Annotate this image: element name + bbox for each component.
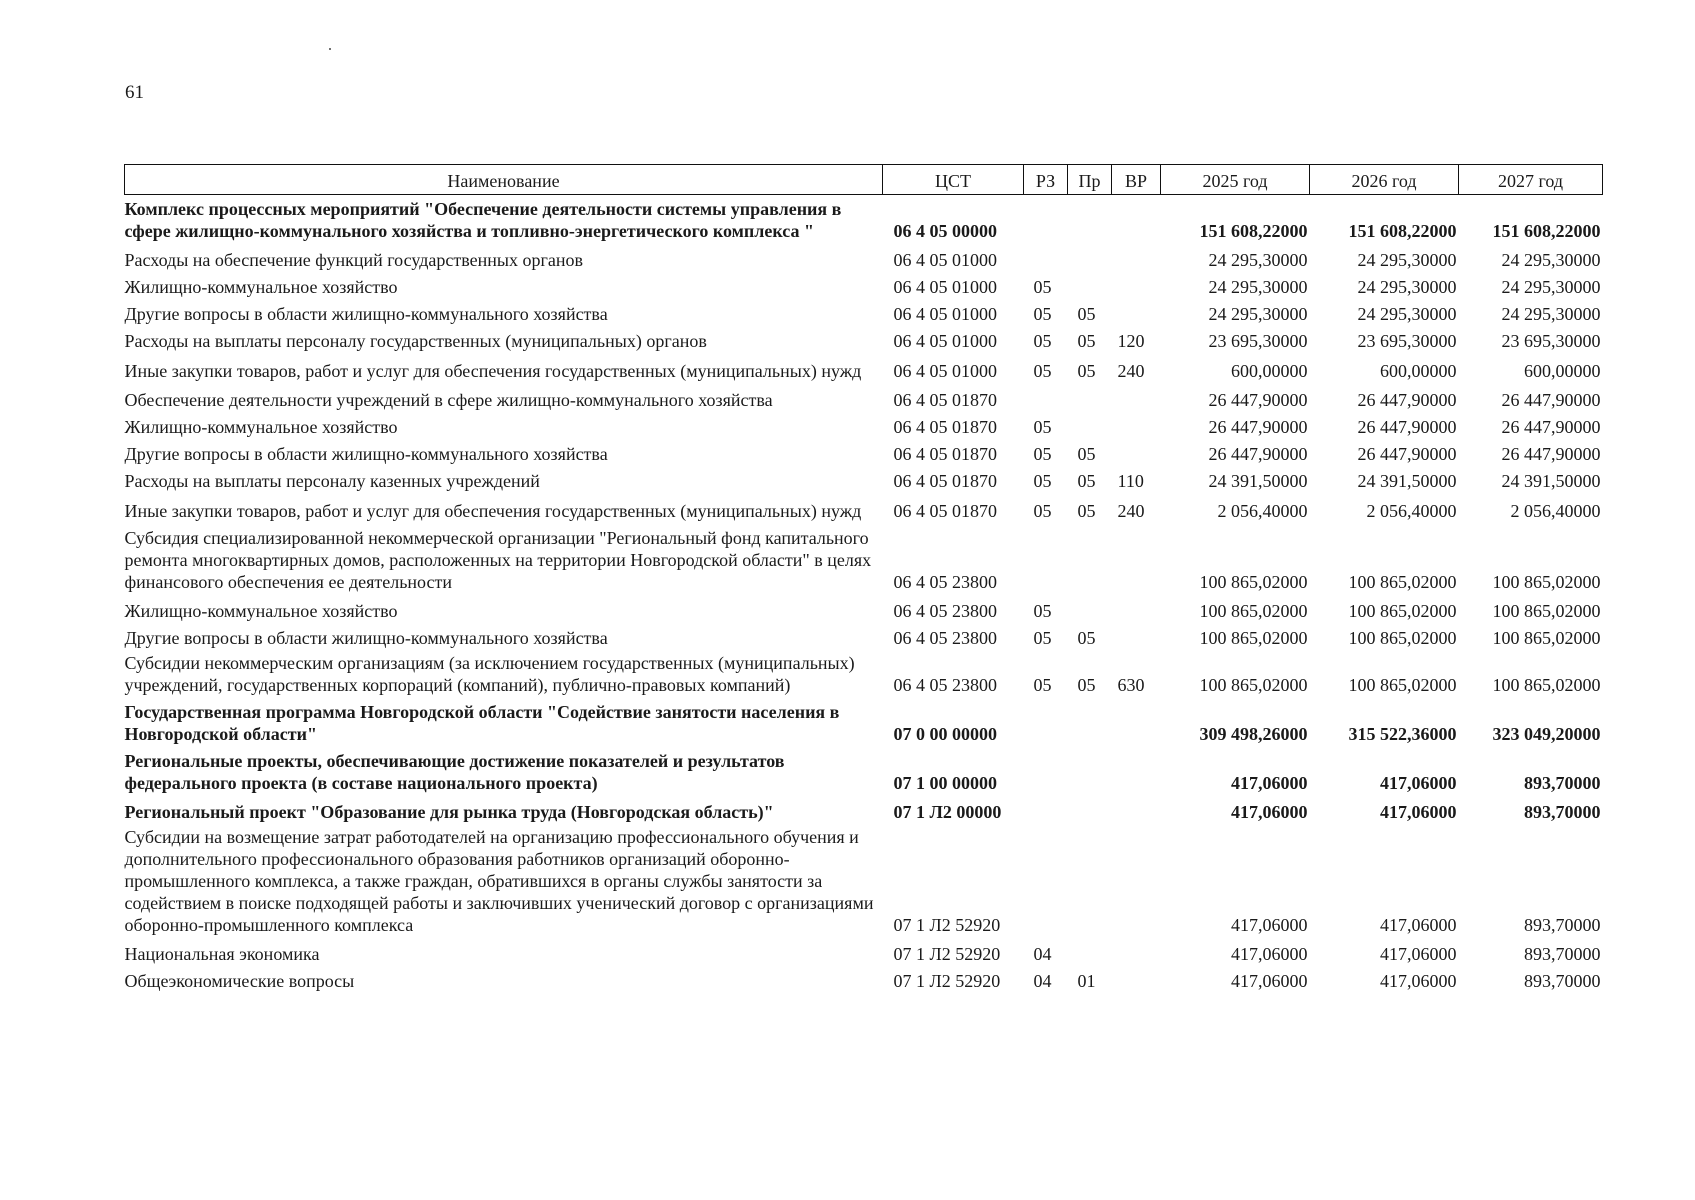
row-2027-cell: 893,70000 — [1524, 915, 1601, 935]
table-row — [125, 244, 1603, 271]
row-2025-cell: 2 056,40000 — [1217, 501, 1308, 521]
row-cst-cell: 06 4 05 23800 — [893, 675, 997, 695]
row-cst-cell: 06 4 05 01000 — [893, 304, 997, 324]
row-2025-cell: 26 447,90000 — [1208, 417, 1308, 437]
row-vr-cell — [1112, 698, 1161, 747]
row-2027-cell: 26 447,90000 — [1501, 444, 1601, 464]
table-row — [125, 465, 1603, 492]
row-pr-cell — [1068, 595, 1112, 622]
row-pr-cell — [1068, 938, 1112, 965]
row-name-cell: Общеэкономические вопросы — [124, 971, 355, 991]
row-vr-cell: 110 — [1117, 471, 1144, 491]
row-2025-cell: 24 295,30000 — [1208, 250, 1308, 270]
row-cst-cell: 07 1 Л2 52920 — [893, 915, 1001, 935]
row-2027-cell: 24 295,30000 — [1501, 304, 1601, 324]
table-row — [125, 747, 1603, 796]
row-2025-cell: 417,06000 — [1231, 802, 1308, 822]
table-row — [125, 384, 1603, 411]
table-row — [125, 492, 1603, 524]
row-rz-cell: 05 — [1033, 444, 1052, 464]
row-pr-cell: 05 — [1077, 628, 1096, 648]
row-2026-cell: 600,00000 — [1380, 361, 1457, 381]
table-row — [125, 649, 1603, 698]
row-2026-cell: 26 447,90000 — [1357, 444, 1457, 464]
row-2025-cell: 417,06000 — [1231, 773, 1308, 793]
row-2025-cell: 23 695,30000 — [1208, 331, 1308, 351]
row-pr-cell — [1068, 747, 1112, 796]
row-2025-cell: 26 447,90000 — [1208, 390, 1308, 410]
row-2026-cell: 417,06000 — [1380, 915, 1457, 935]
row-2025-cell: 309 498,26000 — [1199, 724, 1308, 744]
row-2025-cell: 24 295,30000 — [1208, 277, 1308, 297]
row-vr-cell: 240 — [1117, 501, 1145, 521]
row-rz-cell: 04 — [1033, 971, 1052, 991]
row-name-cell: Иные закупки товаров, работ и услуг для обеспечения государственных (муниципальных) нужд — [124, 501, 862, 521]
row-pr-cell — [1068, 796, 1112, 823]
row-vr-cell — [1112, 195, 1161, 245]
row-rz-cell: 05 — [1033, 628, 1052, 648]
scan-speck — [329, 48, 331, 50]
row-rz-cell — [1024, 698, 1068, 747]
row-cst-cell: 06 4 05 01000 — [893, 331, 997, 351]
table-row — [125, 271, 1603, 298]
row-rz-cell: 05 — [1033, 361, 1052, 381]
row-2026-cell: 24 295,30000 — [1357, 250, 1457, 270]
row-2027-cell: 2 056,40000 — [1510, 501, 1601, 521]
row-2026-cell: 100 865,02000 — [1348, 601, 1457, 621]
table-row — [125, 965, 1603, 992]
table-body — [125, 195, 1603, 993]
row-cst-cell: 06 4 05 23800 — [893, 572, 997, 592]
row-pr-cell: 05 — [1077, 675, 1096, 695]
col-header-pr: Пр — [1068, 165, 1112, 195]
row-rz-cell: 05 — [1033, 331, 1052, 351]
row-2025-cell: 26 447,90000 — [1208, 444, 1308, 464]
row-rz-cell: 05 — [1033, 471, 1052, 491]
row-vr-cell — [1112, 622, 1161, 649]
row-vr-cell — [1112, 438, 1161, 465]
table-row — [125, 622, 1603, 649]
row-2027-cell: 151 608,22000 — [1492, 221, 1601, 241]
row-cst-cell: 06 4 05 23800 — [893, 628, 997, 648]
row-vr-cell: 120 — [1117, 331, 1145, 351]
row-rz-cell — [1024, 384, 1068, 411]
row-pr-cell — [1068, 271, 1112, 298]
row-2025-cell: 100 865,02000 — [1199, 628, 1308, 648]
row-2025-cell: 100 865,02000 — [1199, 601, 1308, 621]
row-2027-cell: 26 447,90000 — [1501, 417, 1601, 437]
row-2025-cell: 100 865,02000 — [1199, 572, 1308, 592]
row-cst-cell: 06 4 05 01000 — [893, 361, 997, 381]
row-2026-cell: 100 865,02000 — [1348, 572, 1457, 592]
row-vr-cell — [1112, 965, 1161, 992]
row-2027-cell: 100 865,02000 — [1492, 628, 1601, 648]
row-vr-cell: 630 — [1117, 675, 1145, 695]
col-header-vr: ВР — [1112, 165, 1161, 195]
row-name-cell: Жилищно-коммунальное хозяйство — [124, 601, 398, 621]
row-name-cell: Субсидия специализированной некоммерческой организации "Региональный фонд капитального ремонта многоквартирных домов, расположенных на территории Новгородской области" в целях финансового обеспечения ее деятельности — [124, 528, 872, 592]
row-pr-cell — [1068, 411, 1112, 438]
row-cst-cell: 06 4 05 01000 — [893, 277, 997, 297]
table-row — [125, 595, 1603, 622]
row-2026-cell: 26 447,90000 — [1357, 417, 1457, 437]
row-name-cell: Иные закупки товаров, работ и услуг для обеспечения государственных (муниципальных) нужд — [124, 361, 862, 381]
table-row — [125, 352, 1603, 384]
row-2026-cell: 315 522,36000 — [1348, 724, 1457, 744]
row-rz-cell: 05 — [1033, 304, 1052, 324]
row-2027-cell: 100 865,02000 — [1492, 675, 1601, 695]
row-2026-cell: 24 391,50000 — [1357, 471, 1457, 491]
col-header-cst: ЦСТ — [883, 165, 1024, 195]
table-row — [125, 938, 1603, 965]
row-rz-cell — [1024, 195, 1068, 245]
row-name-cell: Национальная экономика — [124, 944, 320, 964]
row-2027-cell: 323 049,20000 — [1492, 724, 1601, 744]
table-row — [125, 524, 1603, 595]
row-2027-cell: 24 391,50000 — [1501, 471, 1601, 491]
row-pr-cell: 05 — [1077, 304, 1096, 324]
col-header-2025: 2025 год — [1161, 165, 1310, 195]
row-cst-cell: 06 4 05 01870 — [893, 390, 997, 410]
row-cst-cell: 06 4 05 01870 — [893, 471, 997, 491]
row-2027-cell: 100 865,02000 — [1492, 601, 1601, 621]
row-2025-cell: 600,00000 — [1231, 361, 1308, 381]
row-rz-cell: 05 — [1033, 601, 1052, 621]
row-name-cell: Расходы на выплаты персоналу государственных (муниципальных) органов — [124, 331, 707, 351]
row-2027-cell: 100 865,02000 — [1492, 572, 1601, 592]
row-rz-cell — [1024, 244, 1068, 271]
row-rz-cell: 05 — [1033, 501, 1052, 521]
row-pr-cell: 05 — [1077, 471, 1096, 491]
row-2026-cell: 151 608,22000 — [1348, 221, 1457, 241]
row-2026-cell: 23 695,30000 — [1357, 331, 1457, 351]
row-pr-cell: 05 — [1077, 444, 1096, 464]
row-rz-cell — [1024, 524, 1068, 595]
row-name-cell: Субсидии на возмещение затрат работодателей на организацию профессионального обучения и дополнительного профессионального образования работников организаций оборонно-промышленного комплекса, а также граждан, обратившихся в органы службы занятости за содействием в поиске подходящей работы и заключивших ученический договор с организациями оборонно-промышленного комплекса — [124, 827, 874, 935]
col-header-2026: 2026 год — [1310, 165, 1459, 195]
row-2025-cell: 417,06000 — [1231, 915, 1308, 935]
row-2026-cell: 100 865,02000 — [1348, 675, 1457, 695]
row-rz-cell — [1024, 823, 1068, 938]
row-cst-cell: 07 1 Л2 00000 — [893, 802, 1002, 822]
row-2027-cell: 893,70000 — [1524, 944, 1601, 964]
row-2027-cell: 26 447,90000 — [1501, 390, 1601, 410]
row-2027-cell: 23 695,30000 — [1501, 331, 1601, 351]
table-row — [125, 411, 1603, 438]
row-2027-cell: 893,70000 — [1524, 971, 1601, 991]
row-name-cell: Субсидии некоммерческим организациям (за исключением государственных (муниципальных) учреждений, государственных корпораций (компаний), публично-правовых компаний) — [124, 653, 855, 695]
row-2026-cell: 100 865,02000 — [1348, 628, 1457, 648]
row-name-cell: Другие вопросы в области жилищно-коммунального хозяйства — [124, 628, 608, 648]
row-cst-cell: 07 0 00 00000 — [893, 724, 997, 744]
row-pr-cell — [1068, 823, 1112, 938]
row-name-cell: Жилищно-коммунальное хозяйство — [124, 277, 398, 297]
row-name-cell: Региональный проект "Образование для рынка труда (Новгородская область)" — [124, 802, 774, 822]
row-2025-cell: 417,06000 — [1231, 971, 1308, 991]
row-2025-cell: 151 608,22000 — [1199, 221, 1308, 241]
row-rz-cell — [1024, 796, 1068, 823]
row-vr-cell — [1112, 524, 1161, 595]
row-cst-cell: 06 4 05 01000 — [893, 250, 997, 270]
row-vr-cell — [1112, 796, 1161, 823]
row-2026-cell: 417,06000 — [1380, 802, 1457, 822]
row-2026-cell: 417,06000 — [1380, 971, 1457, 991]
header-row — [125, 165, 1603, 195]
table-row — [125, 325, 1603, 352]
row-name-cell: Обеспечение деятельности учреждений в сфере жилищно-коммунального хозяйства — [124, 390, 773, 410]
row-2027-cell: 893,70000 — [1524, 773, 1601, 793]
row-rz-cell: 05 — [1033, 417, 1052, 437]
col-header-rz: РЗ — [1024, 165, 1068, 195]
table-row — [125, 298, 1603, 325]
row-2025-cell: 24 391,50000 — [1208, 471, 1308, 491]
row-rz-cell: 05 — [1033, 675, 1052, 695]
row-2026-cell: 26 447,90000 — [1357, 390, 1457, 410]
row-cst-cell: 06 4 05 01870 — [893, 417, 997, 437]
row-pr-cell: 05 — [1077, 331, 1096, 351]
row-vr-cell — [1112, 298, 1161, 325]
row-2027-cell: 24 295,30000 — [1501, 277, 1601, 297]
row-cst-cell: 06 4 05 01870 — [893, 501, 997, 521]
page-number: 61 — [125, 82, 144, 103]
row-cst-cell: 06 4 05 23800 — [893, 601, 997, 621]
table-row — [125, 438, 1603, 465]
row-name-cell: Комплекс процессных мероприятий "Обеспечение деятельности системы управления в сфере жилищно-коммунального хозяйства и топливно-энергетического комплекса " — [124, 199, 842, 241]
row-name-cell: Другие вопросы в области жилищно-коммунального хозяйства — [124, 304, 608, 324]
row-pr-cell — [1068, 698, 1112, 747]
row-2025-cell: 417,06000 — [1231, 944, 1308, 964]
row-vr-cell — [1112, 938, 1161, 965]
row-name-cell: Расходы на обеспечение функций государственных органов — [124, 250, 583, 270]
row-pr-cell — [1068, 384, 1112, 411]
row-rz-cell: 04 — [1033, 944, 1052, 964]
row-vr-cell — [1112, 747, 1161, 796]
row-pr-cell: 05 — [1077, 501, 1096, 521]
row-cst-cell: 06 4 05 01870 — [893, 444, 997, 464]
row-pr-cell: 01 — [1077, 971, 1096, 991]
row-pr-cell: 05 — [1077, 361, 1096, 381]
row-name-cell: Другие вопросы в области жилищно-коммунального хозяйства — [124, 444, 608, 464]
budget-table — [124, 164, 1603, 992]
row-vr-cell — [1112, 271, 1161, 298]
table-row — [125, 195, 1603, 245]
row-name-cell: Жилищно-коммунальное хозяйство — [124, 417, 398, 437]
row-vr-cell: 240 — [1117, 361, 1145, 381]
table-row — [125, 698, 1603, 747]
row-vr-cell — [1112, 244, 1161, 271]
row-pr-cell — [1068, 524, 1112, 595]
row-rz-cell: 05 — [1033, 277, 1052, 297]
row-cst-cell: 07 1 00 00000 — [893, 773, 997, 793]
row-2026-cell: 2 056,40000 — [1366, 501, 1457, 521]
row-pr-cell — [1068, 195, 1112, 245]
row-2026-cell: 24 295,30000 — [1357, 277, 1457, 297]
table-row — [125, 796, 1603, 823]
row-cst-cell: 07 1 Л2 52920 — [893, 971, 1001, 991]
col-header-name: Наименование — [125, 165, 883, 195]
row-vr-cell — [1112, 411, 1161, 438]
row-rz-cell — [1024, 747, 1068, 796]
row-2026-cell: 417,06000 — [1380, 944, 1457, 964]
row-cst-cell: 07 1 Л2 52920 — [893, 944, 1001, 964]
row-2026-cell: 417,06000 — [1380, 773, 1457, 793]
row-2026-cell: 24 295,30000 — [1357, 304, 1457, 324]
row-vr-cell — [1112, 823, 1161, 938]
row-pr-cell — [1068, 244, 1112, 271]
col-header-2027: 2027 год — [1459, 165, 1603, 195]
row-2027-cell: 600,00000 — [1524, 361, 1601, 381]
row-name-cell: Государственная программа Новгородской области "Содействие занятости населения в Новгородской области" — [124, 702, 840, 744]
row-2025-cell: 24 295,30000 — [1208, 304, 1308, 324]
row-vr-cell — [1112, 595, 1161, 622]
row-2025-cell: 100 865,02000 — [1199, 675, 1308, 695]
row-2027-cell: 893,70000 — [1524, 802, 1601, 822]
row-2027-cell: 24 295,30000 — [1501, 250, 1601, 270]
row-cst-cell: 06 4 05 00000 — [893, 221, 997, 241]
row-vr-cell — [1112, 384, 1161, 411]
row-name-cell: Региональные проекты, обеспечивающие достижение показателей и результатов федерального проекта (в составе национального проекта) — [124, 751, 785, 793]
row-name-cell: Расходы на выплаты персоналу казенных учреждений — [124, 471, 540, 491]
table-row — [125, 823, 1603, 938]
